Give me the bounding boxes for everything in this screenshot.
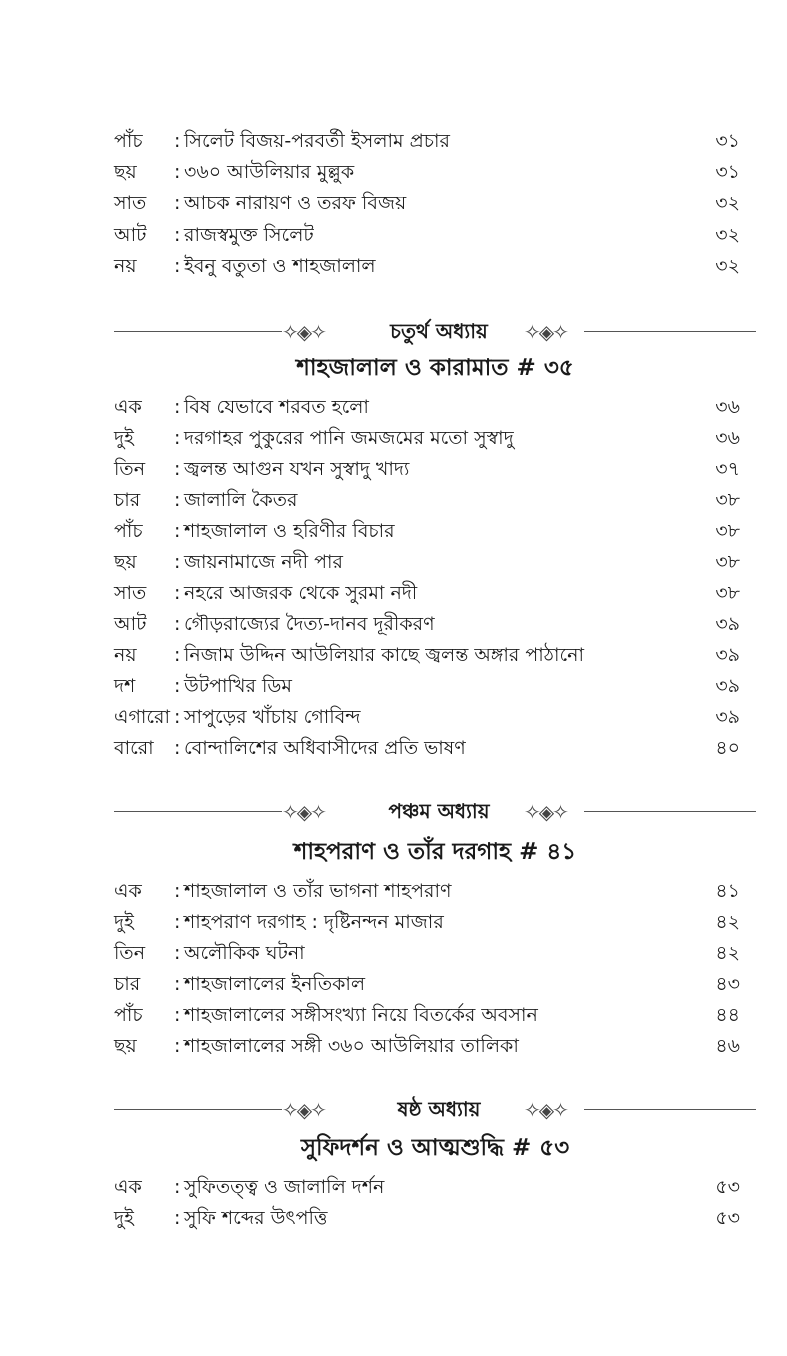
chapter-label: পঞ্চম অধ্যায়	[388, 799, 490, 823]
entry-page: ৪৪	[715, 1004, 740, 1026]
toc-entry	[114, 578, 740, 608]
toc-entry	[114, 1203, 740, 1233]
entry-number: দুই	[114, 911, 134, 933]
entry-title: সাপুড়ের খাঁচায় গোবিন্দ	[184, 706, 361, 728]
entry-colon: :	[174, 161, 181, 183]
entry-number: তিন	[114, 942, 146, 964]
entry-page: ৩৯	[715, 644, 740, 666]
entry-title: সুফিতত্ত্ব ও জালালি দর্শন	[184, 1176, 385, 1198]
entry-title: জায়নামাজে নদী পার	[184, 551, 343, 573]
entry-colon: :	[174, 644, 181, 666]
entry-number: পাঁচ	[114, 130, 143, 152]
entry-colon: :	[174, 396, 181, 418]
chapter-title: শাহপরাণ ও তাঁর দরগাহ # ৪১	[293, 839, 577, 865]
entry-title: সিলেট বিজয়-পরবর্তী ইসলাম প্রচার	[184, 130, 450, 152]
entry-title: বিষ যেভাবে শরবত হলো	[184, 396, 369, 418]
chapter-label: ষষ্ঠ অধ্যায়	[397, 1097, 481, 1121]
divider-line	[114, 331, 282, 332]
entry-number: দশ	[114, 675, 136, 697]
entry-number: দুই	[114, 1207, 134, 1229]
entry-colon: :	[174, 489, 181, 511]
toc-entry	[114, 516, 740, 546]
entry-page: ৩২	[715, 192, 740, 214]
entry-colon: :	[174, 973, 181, 995]
chapter-heading	[114, 795, 756, 829]
entry-page: ৩১	[715, 130, 740, 152]
chapter-heading	[114, 315, 756, 349]
entry-number: তিন	[114, 458, 146, 480]
toc-entry	[114, 157, 740, 187]
entry-number: ছয়	[114, 551, 137, 573]
entry-colon: :	[174, 911, 181, 933]
entry-colon: :	[174, 880, 181, 902]
ornament-icon: ✧◈✧	[282, 1098, 325, 1122]
toc-entry	[114, 1031, 740, 1061]
entry-page: ৩১	[715, 161, 740, 183]
entry-number: বারো	[114, 737, 154, 759]
entry-colon: :	[174, 520, 181, 542]
ornament-icon: ✧◈✧	[524, 320, 567, 344]
toc-entry	[114, 671, 740, 701]
entry-number: চার	[114, 489, 141, 511]
entry-colon: :	[174, 1207, 181, 1229]
entry-colon: :	[174, 1176, 181, 1198]
entry-colon: :	[174, 427, 181, 449]
toc-entry	[114, 1172, 740, 1202]
entry-title: শাহজালালের সঙ্গীসংখ্যা নিয়ে বিতর্কের অবসান	[184, 1004, 538, 1026]
ornament-icon: ✧◈✧	[524, 800, 567, 824]
entry-number: চার	[114, 973, 141, 995]
entry-number: আট	[114, 224, 147, 246]
entry-number: সাত	[114, 582, 147, 604]
entry-page: ৪৬	[715, 1035, 740, 1057]
divider-line	[584, 331, 756, 332]
entry-title: অলৌকিক ঘটনা	[184, 942, 305, 964]
divider-line	[584, 811, 756, 812]
entry-title: ৩৬০ আউলিয়ার মুল্লুক	[184, 161, 355, 183]
entry-title: জালালি কৈতর	[184, 489, 298, 511]
divider-line	[114, 811, 282, 812]
toc-entry	[114, 126, 740, 156]
entry-title: শাহজালাল ও হরিণীর বিচার	[184, 520, 395, 542]
entry-title: নিজাম উদ্দিন আউলিয়ার কাছে জ্বলন্ত অঙ্গার পাঠানো	[184, 644, 584, 666]
ornament-icon: ✧◈✧	[524, 1098, 567, 1122]
entry-number: এক	[114, 880, 142, 902]
entry-title: শাহজালালের সঙ্গী ৩৬০ আউলিয়ার তালিকা	[184, 1035, 519, 1057]
toc-entry	[114, 640, 740, 670]
entry-title: দরগাহর পুকুরের পানি জমজমের মতো সুস্বাদু	[184, 427, 514, 449]
chapter-label: চতুর্থ অধ্যায়	[390, 319, 488, 343]
entry-title: বোন্দালিশের অধিবাসীদের প্রতি ভাষণ	[184, 737, 466, 759]
entry-title: নহরে আজরক থেকে সুরমা নদী	[184, 582, 418, 604]
entry-page: ৩৮	[715, 551, 740, 573]
toc-entry	[114, 547, 740, 577]
entry-colon: :	[174, 706, 181, 728]
chapter-heading	[114, 1093, 756, 1127]
entry-colon: :	[174, 192, 181, 214]
entry-number: সাত	[114, 192, 147, 214]
entry-page: ৩৬	[715, 427, 740, 449]
ornament-icon: ✧◈✧	[282, 320, 325, 344]
entry-number: পাঁচ	[114, 520, 143, 542]
entry-title: শাহপরাণ দরগাহ : দৃষ্টিনন্দন মাজার	[184, 911, 444, 933]
entry-colon: :	[174, 551, 181, 573]
entry-page: ৫৩	[715, 1207, 740, 1229]
entry-colon: :	[174, 255, 181, 277]
toc-entry	[114, 969, 740, 999]
entry-number: এগারো	[114, 706, 171, 728]
toc-entry	[114, 251, 740, 281]
entry-title: উটপাখির ডিম	[184, 675, 292, 697]
toc-entry	[114, 702, 740, 732]
divider-line	[114, 1109, 282, 1110]
entry-page: ৪১	[715, 880, 740, 902]
entry-colon: :	[174, 130, 181, 152]
entry-number: পাঁচ	[114, 1004, 143, 1026]
entry-page: ৪২	[715, 942, 740, 964]
entry-page: ৩৯	[715, 613, 740, 635]
entry-number: নয়	[114, 644, 137, 666]
entry-title: রাজস্বমুক্ত সিলেট	[184, 224, 314, 246]
toc-entry	[114, 220, 740, 250]
entry-page: ৩৬	[715, 396, 740, 418]
entry-colon: :	[174, 1004, 181, 1026]
toc-entry	[114, 609, 740, 639]
toc-entry	[114, 392, 740, 422]
entry-page: ৫৩	[715, 1176, 740, 1198]
entry-number: এক	[114, 1176, 142, 1198]
entry-title: আচক নারায়ণ ও তরফ বিজয়	[184, 192, 407, 214]
chapter-title: সুফিদর্শন ও আত্মশুদ্ধি # ৫৩	[300, 1135, 570, 1161]
toc-entry	[114, 454, 740, 484]
toc-entry	[114, 188, 740, 218]
entry-page: ৪২	[715, 911, 740, 933]
entry-title: শাহজালাল ও তাঁর ভাগনা শাহপরাণ	[184, 880, 452, 902]
entry-colon: :	[174, 224, 181, 246]
entry-number: ছয়	[114, 161, 137, 183]
entry-page: ৪০	[715, 737, 740, 759]
entry-number: এক	[114, 396, 142, 418]
entry-page: ৩৭	[715, 458, 740, 480]
entry-colon: :	[174, 458, 181, 480]
entry-page: ৩৮	[715, 489, 740, 511]
entry-number: আট	[114, 613, 147, 635]
chapter-title: শাহজালাল ও কারামাত # ৩৫	[296, 355, 574, 381]
toc-entry	[114, 423, 740, 453]
entry-number: ছয়	[114, 1035, 137, 1057]
entry-colon: :	[174, 582, 181, 604]
entry-colon: :	[174, 613, 181, 635]
entry-page: ৩৯	[715, 706, 740, 728]
entry-page: ৩৮	[715, 520, 740, 542]
entry-colon: :	[174, 737, 181, 759]
entry-title: সুফি শব্দের উৎপত্তি	[184, 1207, 328, 1229]
toc-entry	[114, 907, 740, 937]
entry-colon: :	[174, 1035, 181, 1057]
toc-entry	[114, 733, 740, 763]
entry-title: জ্বলন্ত আগুন যখন সুস্বাদু খাদ্য	[184, 458, 410, 480]
entry-title: ইবনু বতুতা ও শাহজালাল	[184, 255, 376, 277]
entry-title: গৌড়রাজ্যের দৈত্য-দানব দূরীকরণ	[184, 613, 435, 635]
entry-page: ৩২	[715, 224, 740, 246]
toc-entry	[114, 485, 740, 515]
toc-entry	[114, 938, 740, 968]
toc-entry	[114, 876, 740, 906]
entry-page: ৪৩	[715, 973, 740, 995]
ornament-icon: ✧◈✧	[282, 800, 325, 824]
entry-page: ৩৮	[715, 582, 740, 604]
entry-number: দুই	[114, 427, 134, 449]
entry-title: শাহজালালের ইনতিকাল	[184, 973, 366, 995]
toc-entry	[114, 1000, 740, 1030]
entry-number: নয়	[114, 255, 137, 277]
entry-colon: :	[174, 942, 181, 964]
entry-page: ৩৯	[715, 675, 740, 697]
entry-page: ৩২	[715, 255, 740, 277]
divider-line	[584, 1109, 756, 1110]
entry-colon: :	[174, 675, 181, 697]
